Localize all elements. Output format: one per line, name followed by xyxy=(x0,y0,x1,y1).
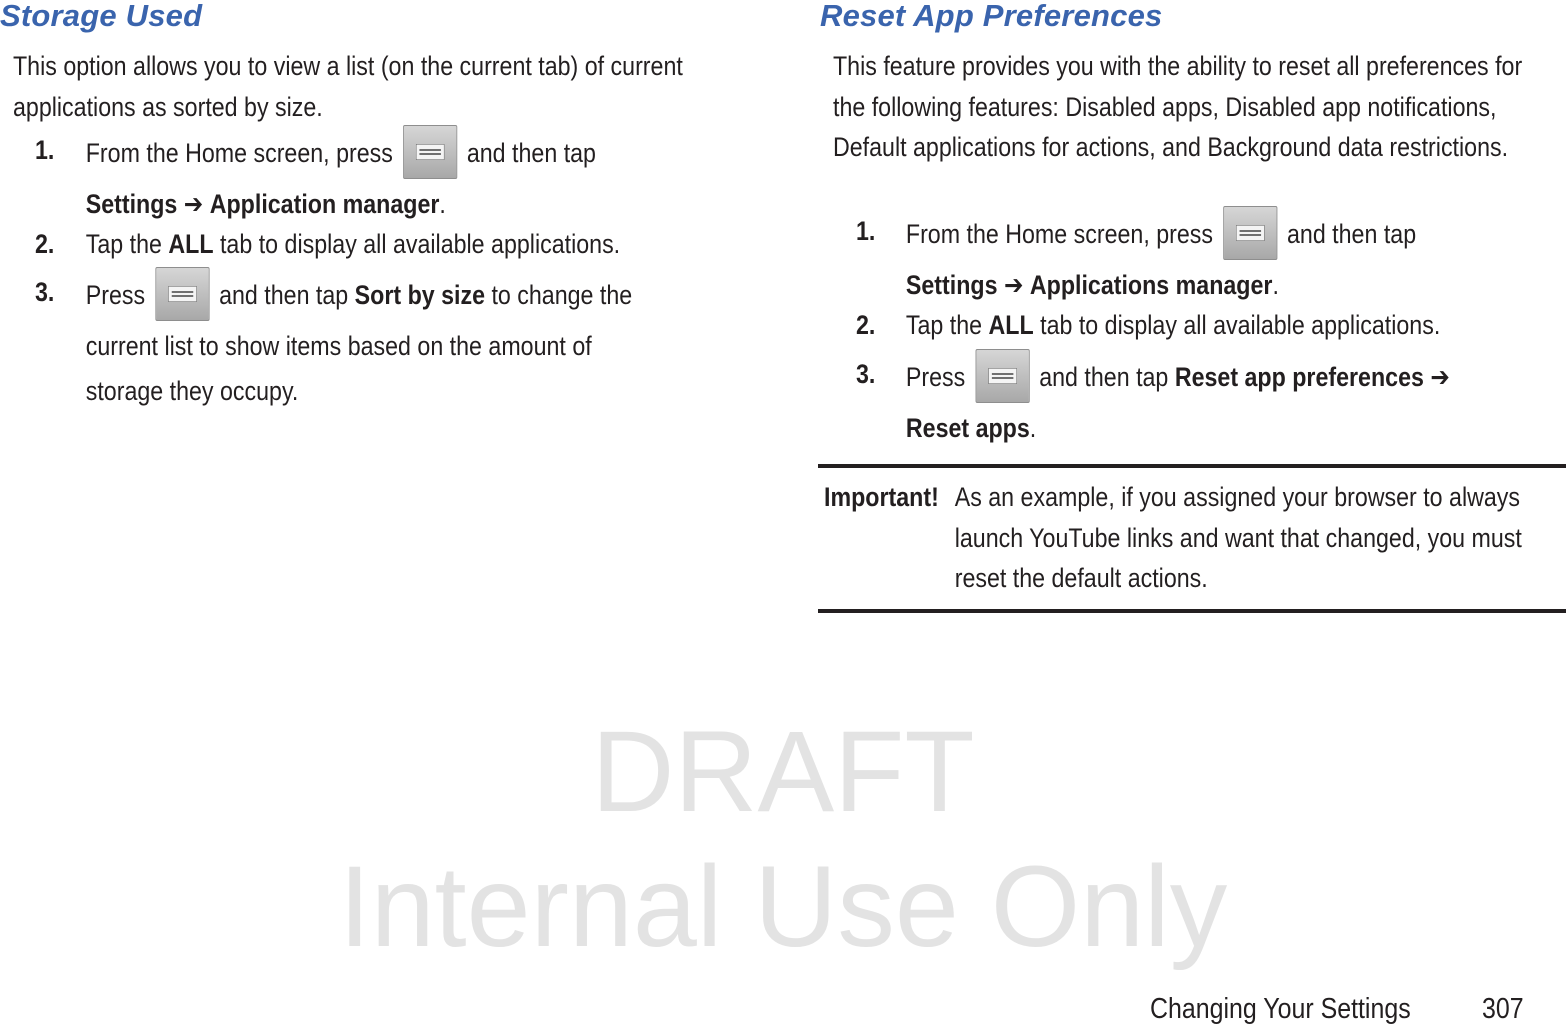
step-1: 1. From the Home screen, press and then tap Settings ➔ Application manager. xyxy=(35,128,723,218)
step-number: 1. xyxy=(35,135,55,165)
step-2: 2. Tap the ALL tab to display all available applications. xyxy=(35,222,723,267)
menu-key-icon xyxy=(403,125,457,179)
reset-app-preferences-option: Reset app preferences xyxy=(1174,362,1424,393)
note-top-rule xyxy=(818,464,1566,468)
step-number: 2. xyxy=(856,310,876,340)
step-2: 2. Tap the ALL tab to display all available applications. xyxy=(856,303,1544,348)
step-number: 1. xyxy=(856,216,876,246)
all-tab-label: ALL xyxy=(168,229,214,259)
nav-path-settings: Settings xyxy=(905,270,998,300)
important-note xyxy=(824,477,1564,602)
intro-paragraph: This option allows you to view a list (on the current tab) of current applications as sorted by size. xyxy=(13,51,683,122)
step-number: 2. xyxy=(35,229,55,259)
step-number: 3. xyxy=(35,277,55,307)
step-3: 3. Press and then tap Sort by size to change the current list to show items based on the amount of storage they occupy. xyxy=(35,270,723,405)
draft-watermark: DRAFT xyxy=(591,708,975,836)
menu-key-icon xyxy=(975,349,1029,403)
nav-path-settings: Settings xyxy=(85,189,178,219)
reset-apps-option: Reset apps xyxy=(905,413,1030,443)
arrow-icon: ➔ xyxy=(1430,362,1450,393)
important-text: As an example, if you assigned your browser to always launch YouTube links and want that changed, you must reset the default actions. xyxy=(954,482,1522,593)
section-heading: Reset App Preferences xyxy=(820,0,1163,33)
nav-path-applications-manager: Applications manager xyxy=(1029,270,1273,300)
nav-path-application-manager: Application manager xyxy=(209,189,440,219)
intro-paragraph: This feature provides you with the ability to reset all preferences for the following features: Disabled apps, Disabled app notifications, Default applications for actions, and Background data restrictions. xyxy=(833,51,1523,162)
step-3: 3. Press and then tap Reset app preferences ➔ Reset apps. xyxy=(856,352,1544,442)
section-heading: Storage Used xyxy=(0,0,203,33)
menu-key-icon xyxy=(1223,206,1277,260)
menu-key-icon xyxy=(155,267,209,321)
arrow-icon: ➔ xyxy=(1003,270,1024,300)
internal-use-watermark: Internal Use Only xyxy=(338,843,1228,971)
important-label: Important! xyxy=(824,482,939,512)
page-number: 307 xyxy=(1482,993,1524,1025)
footer-section-title: Changing Your Settings xyxy=(1150,993,1411,1025)
step-number: 3. xyxy=(856,359,876,389)
arrow-icon: ➔ xyxy=(183,189,204,219)
all-tab-label: ALL xyxy=(988,310,1034,340)
sort-by-size-option: Sort by size xyxy=(354,280,486,311)
note-bottom-rule xyxy=(818,609,1566,613)
step-1: 1. From the Home screen, press and then tap Settings ➔ Applications manager. xyxy=(856,209,1544,299)
